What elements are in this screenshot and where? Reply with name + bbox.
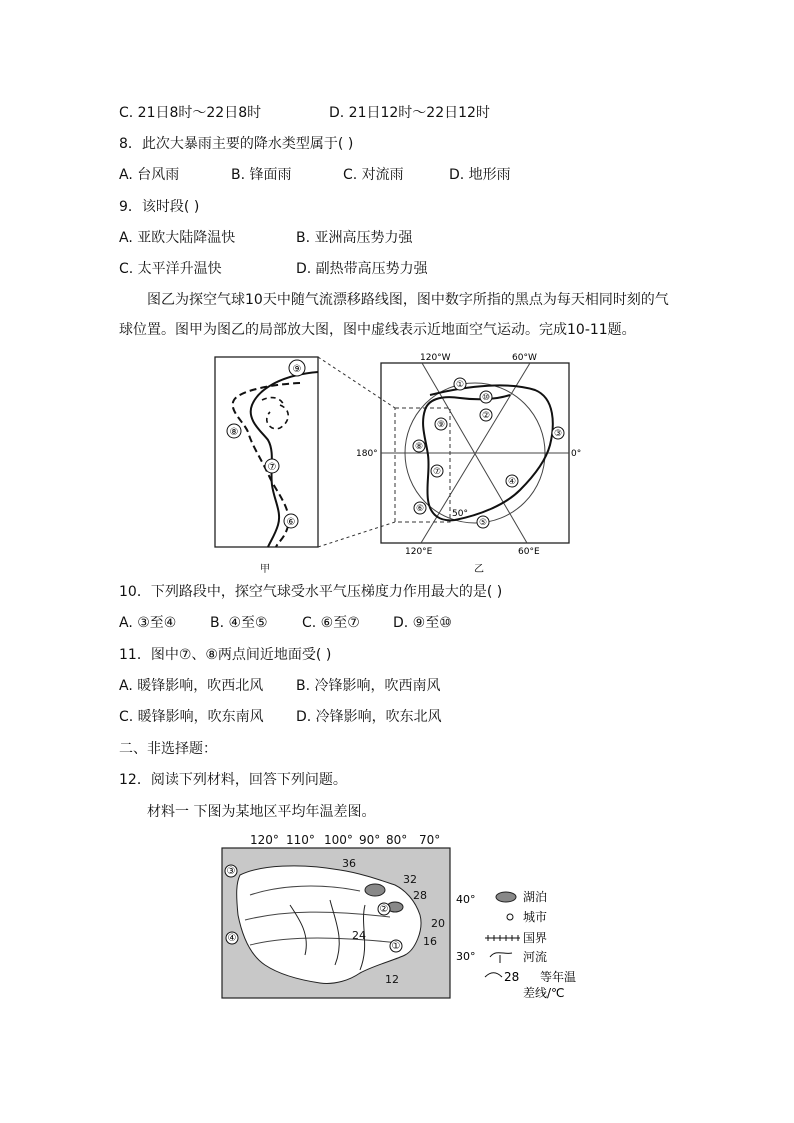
svg-text:80°: 80°: [386, 833, 408, 847]
q12-stem: 12．阅读下列材料，回答下列问题。: [119, 772, 347, 788]
q11-option-c: C. 暖锋影响，吹东南风: [119, 709, 264, 725]
q11-option-b: B. 冷锋影响，吹西南风: [296, 678, 441, 694]
svg-text:⑧: ⑧: [414, 442, 424, 452]
svg-text:70°: 70°: [419, 833, 441, 847]
legend-isoline: 等年温: [540, 970, 577, 984]
caption-jia: 甲: [260, 564, 270, 575]
material-1: 材料一 下图为某地区平均年温差图。: [147, 804, 376, 820]
q9-option-c: C. 太平洋升温快: [119, 261, 222, 277]
q8-stem: 8．此次大暴雨主要的降水类型属于( ): [119, 136, 354, 152]
panel-jia-frame: [215, 357, 318, 547]
svg-text:120°W: 120°W: [420, 353, 451, 363]
svg-text:90°: 90°: [359, 833, 381, 847]
legend-river: 河流: [523, 950, 548, 964]
svg-text:60°W: 60°W: [512, 353, 537, 363]
svg-text:50°: 50°: [452, 509, 468, 519]
q10-option-c: C. ⑥至⑦: [302, 615, 360, 631]
q11-option-d: D. 冷锋影响，吹东北风: [296, 709, 442, 725]
svg-text:⑤: ⑤: [478, 518, 488, 528]
q8-option-d: D. 地形雨: [449, 167, 511, 183]
q10-option-b: B. ④至⑤: [210, 615, 268, 631]
q7-option-c: C. 21日8时～22日8时: [119, 105, 262, 121]
svg-text:28: 28: [504, 970, 520, 984]
q10-option-a: A. ③至④: [119, 615, 177, 631]
svg-text:①: ①: [391, 941, 401, 952]
legend-city: 城市: [523, 910, 548, 924]
svg-text:③: ③: [226, 866, 236, 877]
svg-text:12: 12: [385, 973, 399, 986]
svg-text:40°: 40°: [456, 893, 476, 906]
q9-option-b: B. 亚洲高压势力强: [296, 230, 413, 246]
svg-text:120°E: 120°E: [405, 547, 433, 557]
svg-text:32: 32: [403, 873, 417, 886]
svg-text:28: 28: [413, 889, 427, 902]
q9-option-a: A. 亚欧大陆降温快: [119, 230, 236, 246]
svg-text:60°E: 60°E: [518, 547, 540, 557]
svg-text:24: 24: [352, 929, 366, 942]
q10-stem: 10．下列路段中，探空气球受水平气压梯度力作用最大的是( ): [119, 584, 503, 600]
svg-text:差线/℃: 差线/℃: [523, 986, 565, 1000]
svg-text:180°: 180°: [356, 449, 378, 459]
svg-text:③: ③: [553, 429, 563, 439]
svg-text:20: 20: [431, 917, 445, 930]
svg-text:⑧: ⑧: [229, 427, 239, 438]
q8-option-c: C. 对流雨: [343, 167, 404, 183]
temperature-range-map: [0, 825, 794, 1010]
q11-option-a: A. 暖锋影响，吹西北风: [119, 678, 264, 694]
q8-option-b: B. 锋面雨: [231, 167, 292, 183]
q9-stem: 9．该时段( ): [119, 199, 200, 215]
label-9: ⑨: [292, 364, 302, 375]
q9-option-d: D. 副热带高压势力强: [296, 261, 428, 277]
svg-text:16: 16: [423, 935, 437, 948]
svg-text:⑥: ⑥: [286, 517, 296, 528]
caption-yi: 乙: [474, 564, 484, 575]
svg-text:②: ②: [481, 411, 491, 421]
q7-option-d: D. 21日12时～22日12时: [329, 105, 490, 121]
svg-text:100°: 100°: [324, 833, 353, 847]
svg-text:110°: 110°: [286, 833, 315, 847]
legend-lake: 湖泊: [523, 890, 548, 904]
svg-text:④: ④: [507, 477, 517, 487]
legend-border: 国界: [523, 931, 548, 945]
svg-text:30°: 30°: [456, 950, 476, 963]
svg-text:①: ①: [455, 380, 465, 390]
svg-text:⑩: ⑩: [481, 393, 491, 403]
svg-text:⑦: ⑦: [267, 462, 277, 473]
svg-text:⑥: ⑥: [415, 504, 425, 514]
intro-paragraph: 图乙为探空气球10天中随气流漂移路线图，图中数字所指的黑点为每天相同时刻的气球位置。图甲为图乙的局部放大图，图中虚线表示近地面空气运动。完成10-11题。: [119, 292, 669, 338]
svg-text:120°: 120°: [250, 833, 279, 847]
q10-option-d: D. ⑨至⑩: [393, 615, 452, 631]
svg-text:⑨: ⑨: [436, 420, 446, 430]
svg-text:②: ②: [379, 904, 389, 915]
svg-text:0°: 0°: [571, 449, 582, 459]
svg-text:④: ④: [227, 933, 237, 944]
q11-stem: 11．图中⑦、⑧两点间近地面受( ): [119, 647, 332, 663]
q8-option-a: A. 台风雨: [119, 167, 180, 183]
svg-text:36: 36: [342, 857, 356, 870]
section-2-heading: 二、非选择题：: [119, 741, 217, 757]
svg-text:⑦: ⑦: [432, 467, 442, 477]
